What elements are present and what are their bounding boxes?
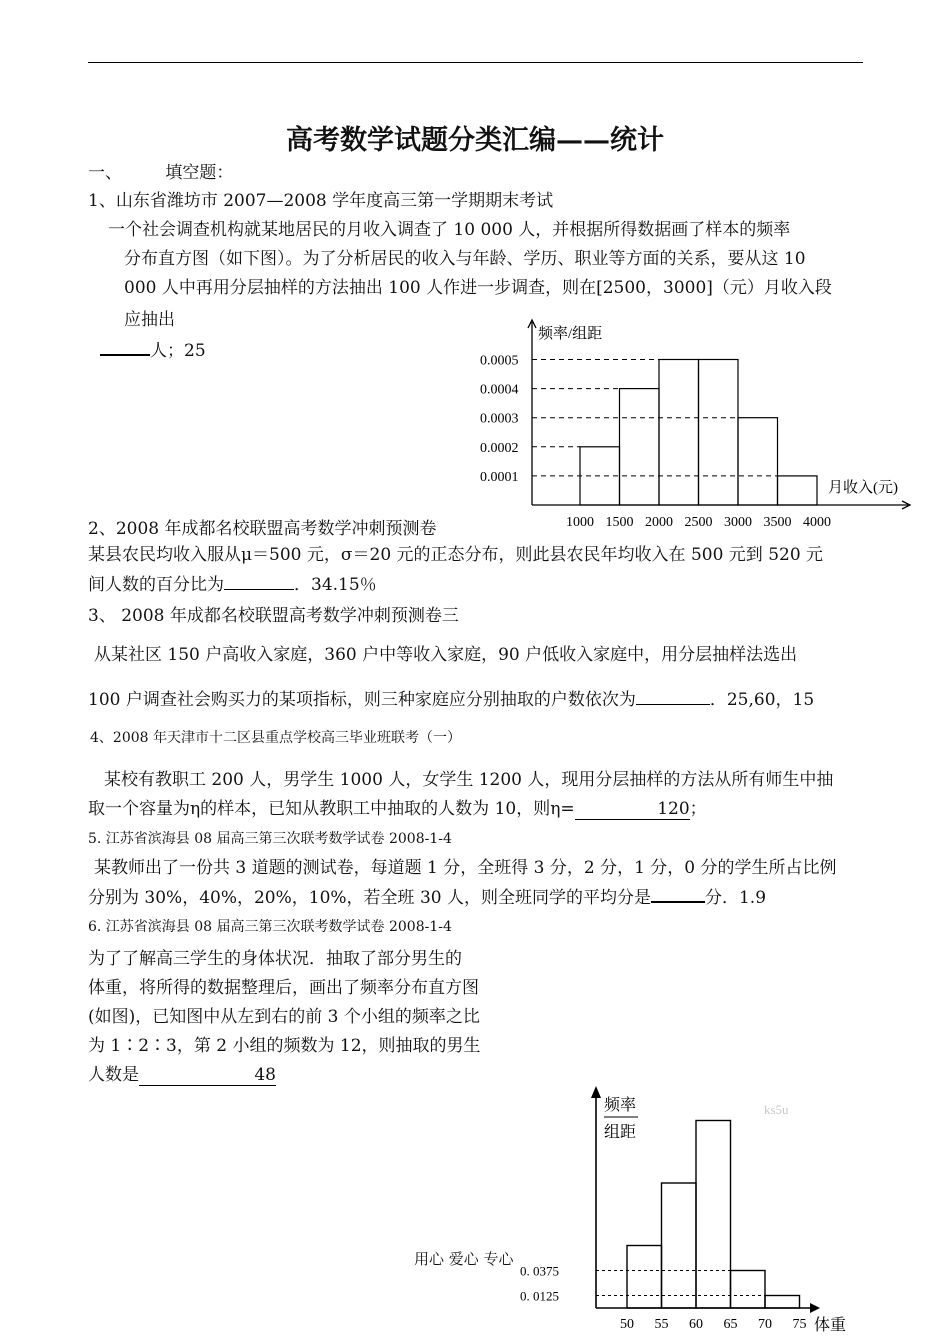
- q2-heading: 2、2008 年成都名校联盟高考数学冲刺预测卷: [88, 519, 437, 539]
- q4-heading: 4、2008 年天津市十二区县重点学校高三毕业班联考（一）: [90, 730, 461, 746]
- x-tick-label: 2000: [645, 515, 673, 530]
- x-tick-label: 2500: [684, 515, 713, 530]
- y-axis-label: 频率/组距: [538, 326, 603, 342]
- x-axis-label: 月收入(元): [828, 480, 898, 496]
- x-tick-label: 3500: [763, 515, 792, 530]
- bar: [765, 1296, 800, 1309]
- q3-answer-blank: [636, 688, 710, 705]
- q2-answer-blank: [224, 573, 294, 590]
- section-label: 填空题：: [165, 163, 234, 183]
- y-axis-label-bottom: 组距: [604, 1124, 637, 1141]
- q5-answer-blank: [651, 885, 705, 903]
- q4-line2-prefix: 取一个容量为η的样本，已知从教职工中抽取的人数为 10，则η=: [88, 799, 575, 819]
- q6-line1: 为了了解高三学生的身体状况．抽取了部分男生的: [88, 949, 462, 969]
- q6-line5-prefix: 人数是: [88, 1065, 139, 1085]
- q5-heading: 5. 江苏省滨海县 08 届高三第三次联考数学试卷 2008-1-4: [88, 831, 452, 847]
- x-tick-label: 3000: [724, 515, 752, 530]
- q4-line2-suffix: ；: [689, 799, 707, 819]
- q5-line2: [88, 883, 766, 908]
- bar: [662, 1183, 697, 1308]
- x-tick-label: 75: [792, 1317, 807, 1332]
- q3-heading: 3、 2008 年成都名校联盟高考数学冲刺预测卷三: [88, 606, 459, 626]
- q6-heading: 6. 江苏省滨海县 08 届高三第三次联考数学试卷 2008-1-4: [88, 919, 452, 935]
- bar: [778, 476, 818, 505]
- q2-line1: 某县农民均收入服从μ＝500 元，σ＝20 元的正态分布，则此县农民年均收入在 500 元到 520 元: [88, 545, 824, 565]
- y-axis-label-top: 频率: [604, 1097, 637, 1114]
- y-axis-arrow: [591, 1086, 601, 1098]
- q5-line2-suffix: 分．1.9: [704, 888, 767, 908]
- x-tick-label: 55: [654, 1317, 669, 1332]
- q6-line3: (如图)，已知图中从左到右的前 3 个小组的频率之比: [88, 1007, 480, 1027]
- y-tick-label: 0. 0375: [520, 1263, 559, 1279]
- q6-answer: 48: [139, 1065, 276, 1086]
- x-tick-label: 60: [689, 1317, 703, 1332]
- header-rule: [88, 62, 863, 63]
- section-number: 一、: [88, 163, 122, 183]
- bar: [620, 389, 660, 505]
- y-tick-label: 0.0003: [480, 411, 519, 427]
- x-axis-label: 体重: [814, 1317, 847, 1334]
- x-tick-label: 70: [758, 1317, 772, 1332]
- q1-heading: 1、山东省潍坊市 2007—2008 学年度高三第一学期期末考试: [88, 191, 554, 211]
- q3-line2-suffix: ．25,60，15: [709, 690, 815, 710]
- y-tick-label: 0.0001: [480, 469, 519, 485]
- x-axis-arrow: [810, 1303, 820, 1313]
- bar: [696, 1121, 731, 1309]
- q6-line4: 为 1∶2∶3，第 2 小组的频数为 12，则抽取的男生: [88, 1036, 481, 1056]
- q6-line2: 体重，将所得的数据整理后，画出了频率分布直方图: [88, 978, 479, 998]
- q1-answer: [100, 336, 206, 361]
- q1-line4: 应抽出: [124, 310, 175, 330]
- q4-line1: 某校有教职工 200 人，男学生 1000 人，女学生 1200 人，现用分层抽样的方法从所有师生中抽: [104, 770, 834, 790]
- q5-line2-prefix: 分别为 30%，40%，20%，10%，若全班 30 人，则全班同学的平均分是: [88, 888, 651, 908]
- q1-answer-blank: [100, 338, 150, 356]
- section-heading: [88, 158, 233, 183]
- q1-answer-text: 人；25: [150, 341, 206, 361]
- q4-answer: 120: [575, 799, 690, 820]
- bar: [627, 1246, 662, 1309]
- x-tick-label: 4000: [803, 515, 831, 530]
- footer-text: 用心 爱心 专心: [414, 1250, 514, 1268]
- bar: [659, 360, 699, 506]
- q2-line2: [88, 570, 377, 595]
- y-tick-label: 0.0002: [480, 440, 519, 456]
- y-tick-label: 0.0005: [480, 353, 519, 369]
- page-title: 高考数学试题分类汇编——统计: [286, 125, 664, 156]
- q6-line5: [88, 1060, 276, 1086]
- q1-line2: 分布直方图（如下图）。为了分析居民的收入与年龄、学历、职业等方面的关系，要从这 10: [124, 249, 806, 269]
- q3-line2-prefix: 100 户调查社会购买力的某项指标，则三种家庭应分别抽取的户数依次为: [88, 690, 636, 710]
- q2-line2-prefix: 间人数的百分比为: [88, 575, 224, 595]
- q1-line3: 000 人中再用分层抽样的方法抽出 100 人作进一步调查，则在[2500，3000]（元）月收入段: [124, 278, 832, 298]
- income-histogram: [476, 318, 916, 532]
- q2-line2-suffix: ．34.15％: [294, 575, 377, 595]
- y-tick-label: 0.0004: [480, 382, 519, 398]
- q4-line2: [88, 794, 707, 820]
- q3-line2: [88, 685, 814, 710]
- x-tick-label: 65: [723, 1317, 738, 1332]
- q5-line1: 某教师出了一份共 3 道题的测试卷，每道题 1 分，全班得 3 分，2 分，1 分，0 分的学生所占比例: [94, 858, 837, 878]
- bar: [731, 1271, 766, 1309]
- q3-line1: 从某社区 150 户高收入家庭，360 户中等收入家庭，90 户低收入家庭中，用分层抽样法选出: [94, 645, 798, 665]
- watermark-text: ks5u: [764, 1102, 789, 1117]
- bar: [699, 360, 739, 506]
- q1-line1: 一个社会调查机构就某地居民的月收入调查了 10 000 人，并根据所得数据画了样本的频率: [108, 220, 791, 240]
- x-tick-label: 1500: [605, 515, 634, 530]
- x-tick-label: 1000: [566, 515, 594, 530]
- y-tick-label: 0. 0125: [520, 1288, 559, 1304]
- x-tick-label: 50: [620, 1317, 634, 1332]
- weight-histogram: [520, 1084, 860, 1340]
- bar: [738, 418, 778, 505]
